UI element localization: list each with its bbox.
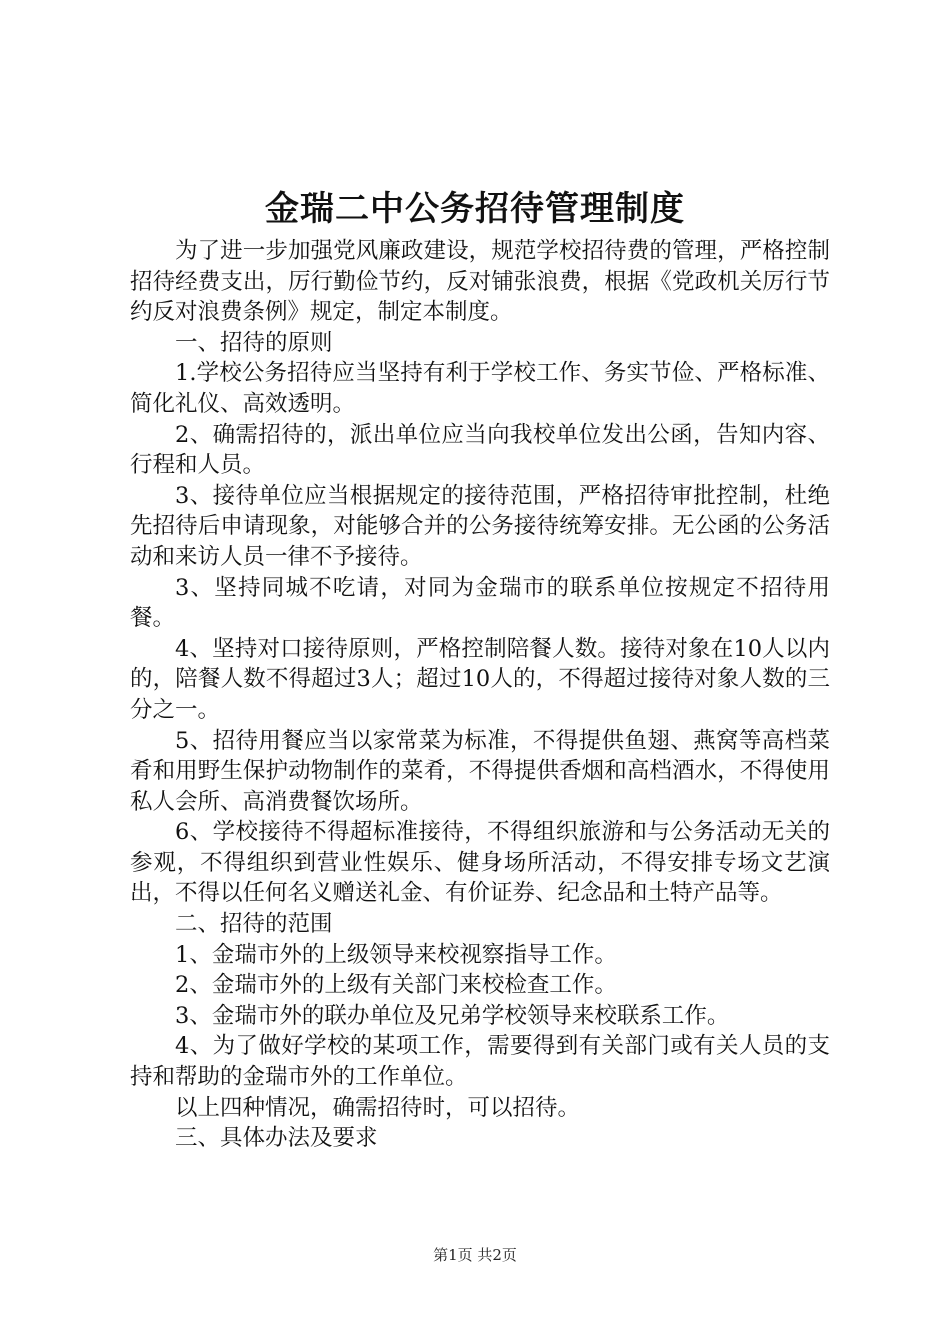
body-paragraph: 4、坚持对口接待原则，严格控制陪餐人数。接待对象在10人以内的，陪餐人数不得超过3人；超过10人的，不得超过接待对象人数的三分之一。 (130, 635, 830, 723)
body-paragraph: 以上四种情况，确需招待时，可以招待。 (175, 1094, 581, 1121)
section-heading: 二、招待的范围 (175, 911, 333, 938)
page-title: 金瑞二中公务招待管理制度 (265, 189, 685, 229)
body-paragraph: 1、金瑞市外的上级领导来校视察指导工作。 (175, 941, 617, 968)
intro-paragraph: 为了进一步加强党风廉政建设，规范学校招待费的管理，严格控制招待经费支出，厉行勤俭节约，反对铺张浪费，根据《党政机关厉行节约反对浪费条例》规定，制定本制度。 (130, 238, 830, 326)
body-paragraph: 2、金瑞市外的上级有关部门来校检查工作。 (175, 972, 617, 999)
page-number-footer: 第1页 共2页 (433, 1246, 517, 1264)
section-heading: 三、具体办法及要求 (175, 1125, 378, 1152)
body-paragraph: 5、招待用餐应当以家常菜为标准，不得提供鱼翅、燕窝等高档菜肴和用野生保护动物制作的菜肴，不得提供香烟和高档酒水，不得使用私人会所、高消费餐饮场所。 (130, 727, 830, 815)
document-body (130, 236, 830, 1154)
body-paragraph: 4、为了做好学校的某项工作，需要得到有关部门或有关人员的支持和帮助的金瑞市外的工作单位。 (130, 1033, 830, 1091)
body-paragraph: 2、确需招待的，派出单位应当向我校单位发出公函，告知内容、行程和人员。 (130, 421, 830, 479)
body-paragraph: 3、接待单位应当根据规定的接待范围，严格招待审批控制，杜绝先招待后申请现象，对能够合并的公务接待统筹安排。无公函的公务活动和来访人员一律不予接待。 (130, 482, 830, 570)
body-paragraph: 1.学校公务招待应当坚持有利于学校工作、务实节俭、严格标准、简化礼仪、高效透明。 (130, 360, 830, 417)
body-paragraph: 3、金瑞市外的联办单位及兄弟学校领导来校联系工作。 (175, 1002, 730, 1029)
section-heading: 一、招待的原则 (175, 329, 333, 356)
body-paragraph: 3、坚持同城不吃请，对同为金瑞市的联系单位按规定不招待用餐。 (130, 574, 830, 632)
body-paragraph: 6、学校接待不得超标准接待，不得组织旅游和与公务活动无关的参观，不得组织到营业性娱乐、健身场所活动，不得安排专场文艺演出，不得以任何名义赠送礼金、有价证券、纪念品和土特产品等。 (130, 819, 830, 907)
